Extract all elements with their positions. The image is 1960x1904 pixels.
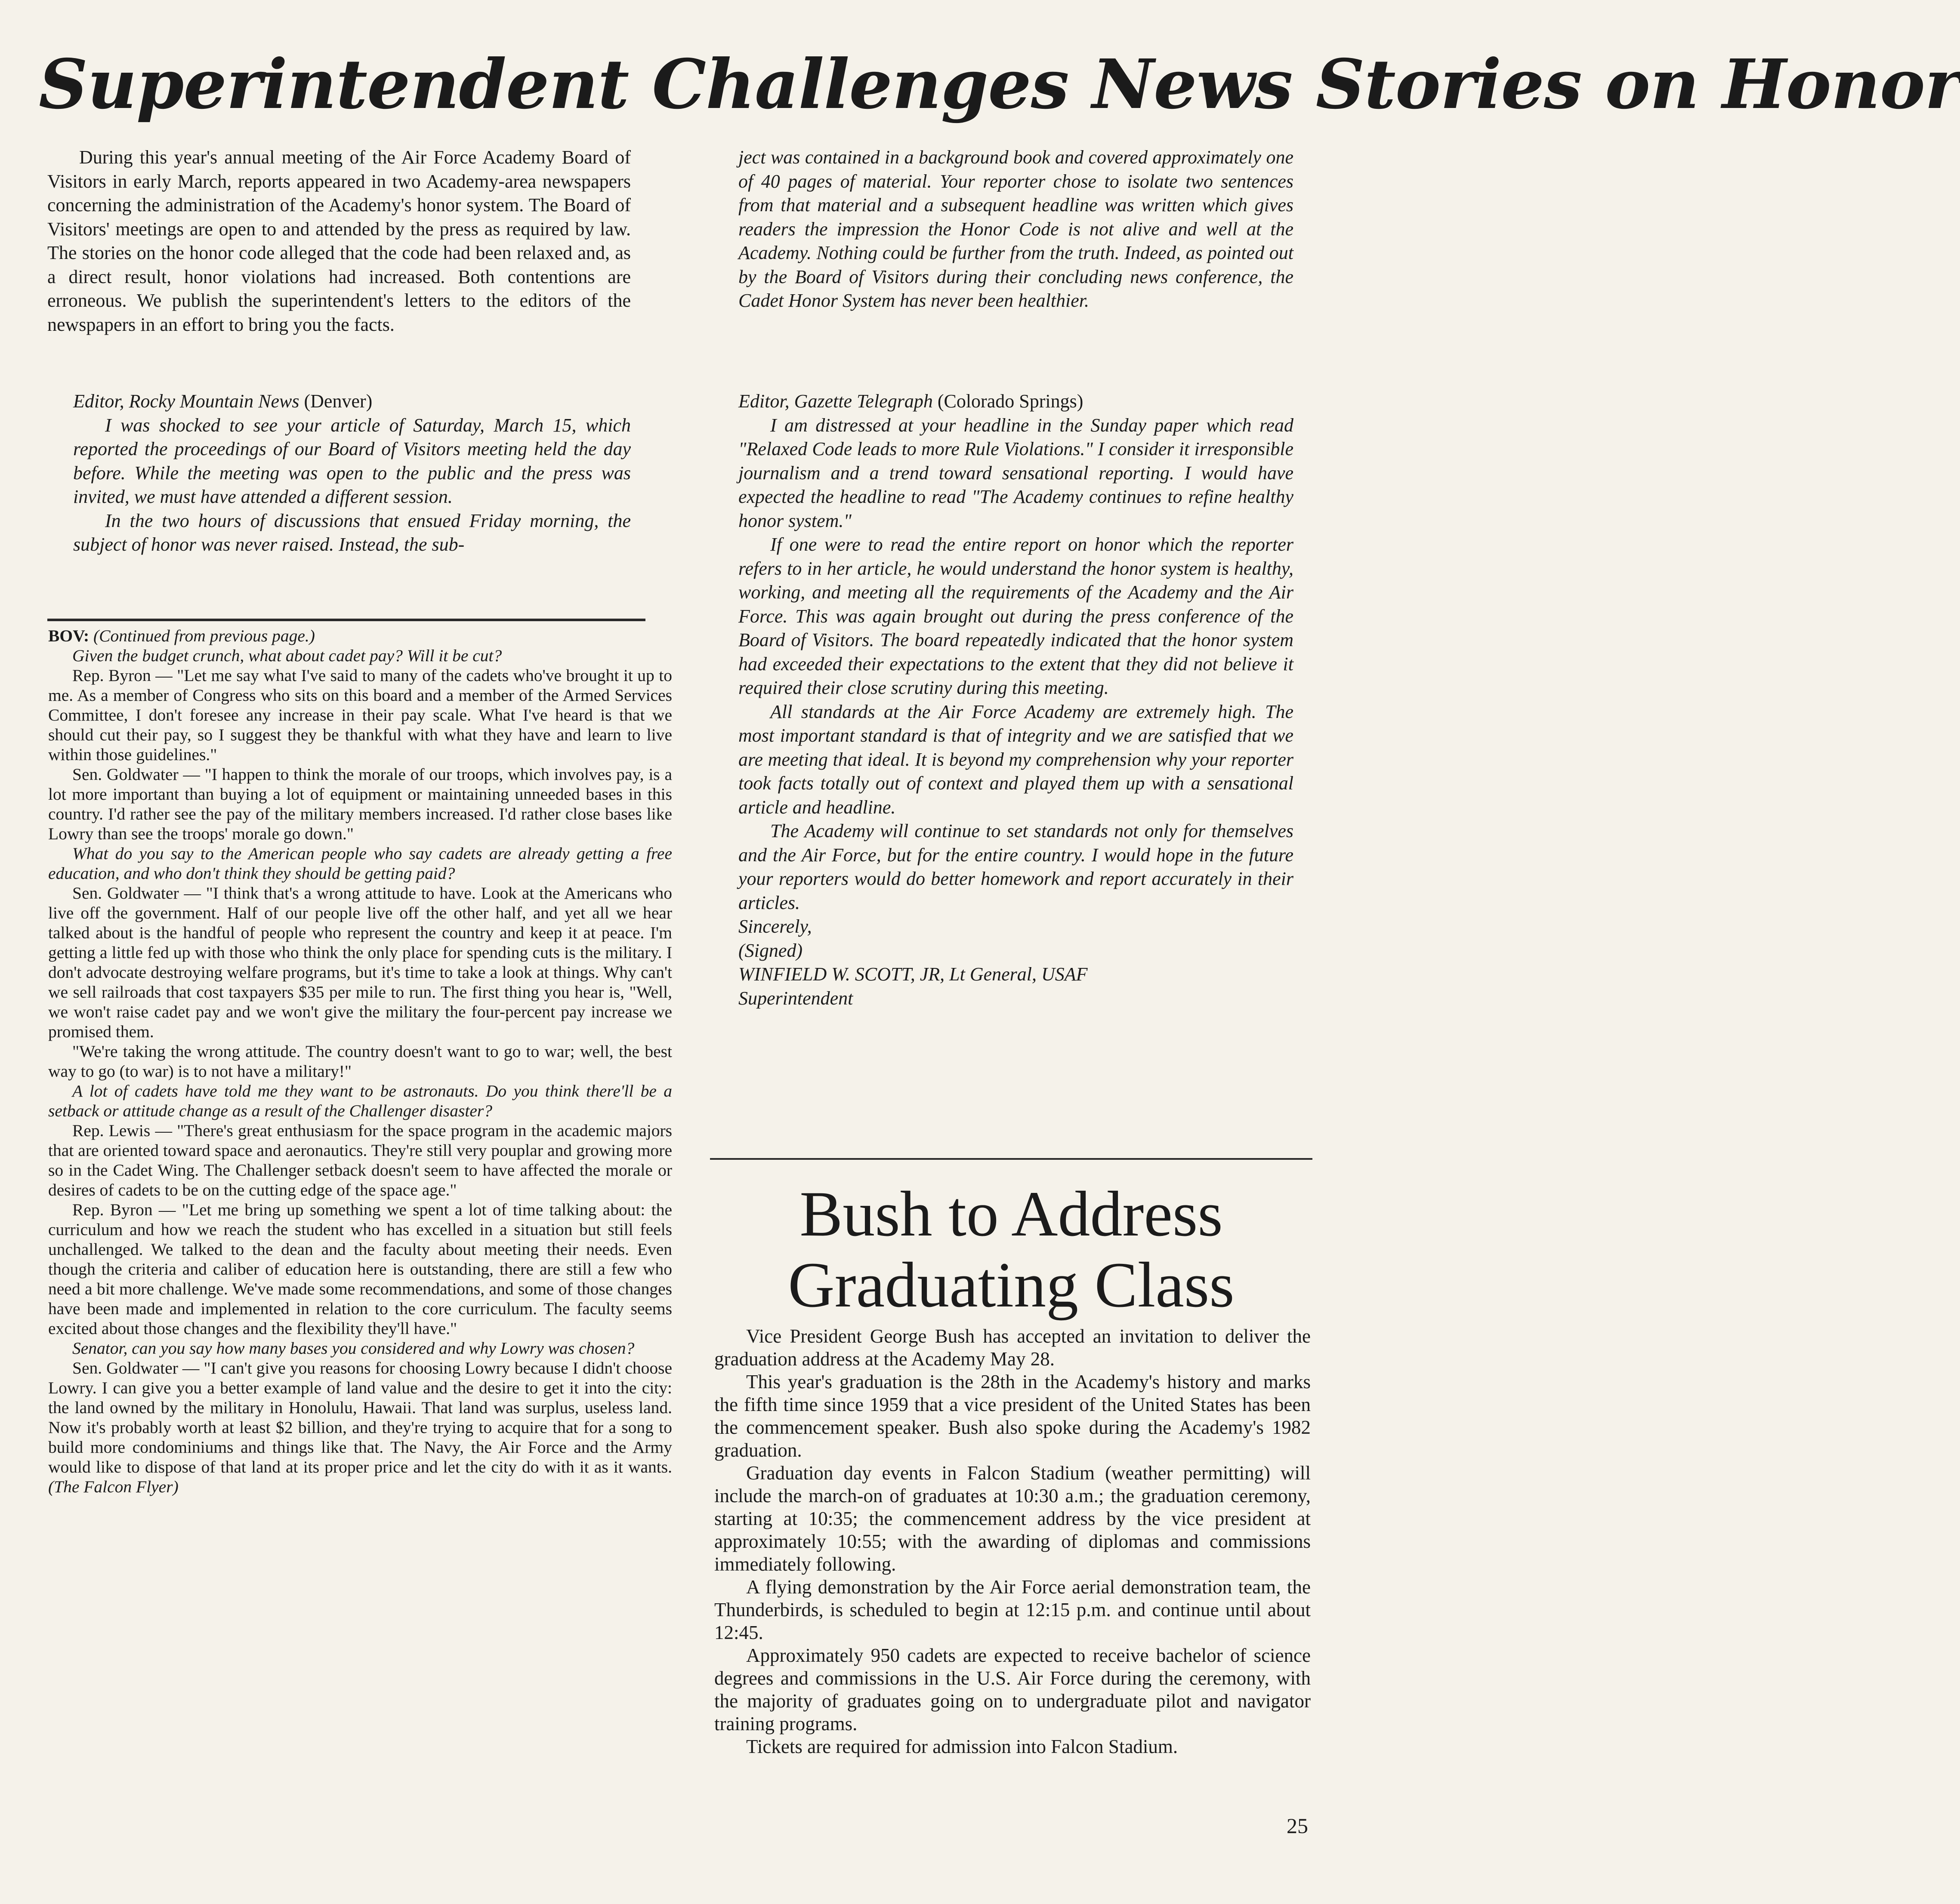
letter2-addressee-prefix: Editor, Gazette Telegraph bbox=[738, 391, 933, 412]
bov-answer: Rep. Lewis — "There's great enthusiasm for the space program in the academic majors that are oriented toward space and aeronautics. They're still very pouplar and growing more so in the Cadet Wing. The Challenger setback doesn't seem to have affected the morale or desires of cadets to be on the cutting edge of the space age." bbox=[48, 1121, 672, 1199]
bov-question: What do you say to the American people who say cadets are already getting a free education, and who don't think they should be getting paid? bbox=[48, 844, 672, 883]
bov-divider bbox=[47, 619, 645, 621]
bov-answer bbox=[48, 1358, 672, 1497]
letter2-addressee bbox=[738, 389, 1293, 413]
bov-answer: Rep. Byron — "Let me say what I've said to many of the cadets who've brought it up to me. As a member of Congress who sits on this board and a member of the Armed Services Committee, I don't foresee any increase in their pay scale. What I've heard is that we should cut their pay, so I suggest they be thankful with what they have and learn to live within those guidelines." bbox=[48, 666, 672, 764]
letter1-addressee bbox=[73, 389, 631, 413]
bov-continued-note: (Continued from previous page.) bbox=[93, 626, 315, 645]
letter1-paragraph: In the two hours of discussions that ensued Friday morning, the subject of honor was never raised. Instead, the sub- bbox=[73, 510, 631, 555]
letter1-addressee-place: (Denver) bbox=[304, 391, 373, 412]
bov-answer: Sen. Goldwater — "I happen to think the morale of our troops, which involves pay, is a lot more important than buying a lot of equipment or maintaining unneeded bases in this country. I'd rather see the pay of the military members increased. I'd rather close bases like Lowry than see the troops' morale go down." bbox=[48, 765, 672, 843]
bush-paragraph: Vice President George Bush has accepted an invitation to deliver the graduation address at the Academy May 28. bbox=[714, 1325, 1311, 1370]
letter2-signatory-title: Superintendent bbox=[738, 987, 853, 1009]
intro-column bbox=[47, 145, 631, 336]
letter2-addressee-place: (Colorado Springs) bbox=[937, 391, 1083, 412]
bush-paragraph: A flying demonstration by the Air Force aerial demonstration team, the Thunderbirds, is scheduled to begin at 12:15 p.m. and continue until about 12:45. bbox=[714, 1576, 1311, 1643]
letter2-paragraph: All standards at the Air Force Academy are extremely high. The most important standard is that of integrity and we are satisfied that we are meeting that ideal. It is beyond my comprehension why your reporter took facts totally out of context and played them up with a sensational article and headline. bbox=[738, 701, 1293, 818]
bov-label: BOV: bbox=[48, 626, 90, 645]
headline: Superintendent Challenges News Stories on Honor bbox=[39, 45, 1960, 124]
bov-answer: Sen. Goldwater — "I think that's a wrong attitude to have. Look at the Americans who live off the government. Half of our people live off the other half, and yet all we hear talked about is the handful of people who represent the country and keep it at peace. I'm getting a little fed up with those who think the only place for spending cuts is the military. I don't advocate destroying welfare programs, but it's time to take a look at things. Why can't we sell railroads that cost taxpayers $35 per mile to run. The first thing you hear is, "Well, we won't raise cadet pay and we won't give the military the four-percent pay increase we promised them. bbox=[48, 884, 672, 1041]
bush-article bbox=[714, 1325, 1311, 1758]
letter2-paragraph: I am distressed at your headline in the Sunday paper which read "Relaxed Code leads to more Rule Violations." I consider it irresponsible journalism and a trend toward sensational reporting. I would have expected the headline to read "The Academy continues to refine healthy honor system." bbox=[738, 414, 1293, 531]
letter-gazette-telegraph bbox=[738, 389, 1293, 1010]
bush-headline bbox=[706, 1179, 1317, 1321]
bov-answer: "We're taking the wrong attitude. The country doesn't want to go to war; well, the best way to go (to war) is to not have a military!" bbox=[48, 1042, 672, 1081]
page-number: 25 bbox=[1287, 1814, 1308, 1838]
bov-question: Given the budget crunch, what about cadet pay? Will it be cut? bbox=[72, 646, 502, 665]
bov-question: A lot of cadets have told me they want to be astronauts. Do you think there'll be a setback or attitude change as a result of the Challenger disaster? bbox=[48, 1081, 672, 1120]
letter1-continuation-text: ject was contained in a background book and covered approximately one of 40 pages of material. Your reporter chose to isolate two sentences from that material and a subsequent headline was written which gives readers the impression the Honor Code is not alive and well at the Academy. Nothing could be further from the truth. Indeed, as pointed out by the Board of Visitors during their concluding news conference, the Cadet Honor System has never been healthier. bbox=[738, 147, 1293, 311]
bov-answer: Rep. Byron — "Let me bring up something we spent a lot of time talking about: the curriculum and how we reach the student who has excelled in a situation but still feels unchallenged. We talked to the dean and the faculty about meeting their needs. Even though the criteria and caliber of education here is outstanding, there are still a few who need a bit more challenge. We've made some recommendations, and some of those changes have been made and implemented in relation to the core curriculum. The faculty seems excited about those changes and the flexibility they'll have." bbox=[48, 1200, 672, 1338]
letter1-addressee-prefix: Editor, Rocky Mountain News bbox=[73, 391, 299, 412]
bush-paragraph: Approximately 950 cadets are expected to receive bachelor of science degrees and commissions in the U.S. Air Force during the ceremony, with the majority of graduates going on to undergraduate pilot and navigator training programs. bbox=[714, 1645, 1311, 1735]
letter2-closing: Sincerely, bbox=[738, 916, 812, 937]
bov-header bbox=[48, 626, 672, 646]
bush-headline-line1: Bush to Address bbox=[799, 1178, 1223, 1250]
bush-paragraph: This year's graduation is the 28th in the Academy's history and marks the fifth time since 1959 that a vice president of the United States has been the commencement speaker. Bush also spoke during the Academy's 1982 graduation. bbox=[714, 1371, 1311, 1461]
bush-paragraph: Graduation day events in Falcon Stadium (weather permitting) will include the march-on of graduates at 10:30 a.m.; the graduation ceremony, starting at 10:35; the commencement address by the vice president at approximately 10:55; with the awarding of diplomas and commissions immediately following. bbox=[714, 1462, 1311, 1575]
bov-source: (The Falcon Flyer) bbox=[48, 1477, 179, 1496]
letter2-paragraph: If one were to read the entire report on honor which the reporter refers to in her article, he would understand the honor system is healthy, working, and meeting all the requirements of the Academy and the Air Force. This was again brought out during the press conference of the Board of Visitors. The board repeatedly indicated that the honor system had exceeded their expectations to the extent that they did not believe it required their close scrutiny during this meeting. bbox=[738, 534, 1293, 698]
bush-headline-line2: Graduating Class bbox=[788, 1249, 1235, 1321]
bov-answer-text: Sen. Goldwater — "I can't give you reasons for choosing Lowry because I didn't choose Lowry. I can give you a better example of land value and the desire to get it into the city: the land owned by the military in Honolulu, Hawaii. That land was surplus, useless land. Now it's probably worth at least $2 billion, and they're trying to acquire that for a song to build more condominiums and things like that. The Navy, the Air Force and the Army would like to dispose of that land at its proper price and let the city do with it as it wants. bbox=[48, 1359, 672, 1476]
bush-divider bbox=[710, 1158, 1312, 1160]
letter2-signed: (Signed) bbox=[738, 940, 803, 961]
intro-paragraph: During this year's annual meeting of the Air Force Academy Board of Visitors in early March, reports appeared in two Academy-area newspapers concerning the administration of the Academy's honor system. The Board of Visitors' meetings are open to and attended by the press as required by law. The stories on the honor code alleged that the code had been relaxed and, as a direct result, honor violations had increased. Both contentions are erroneous. We publish the superintendent's letters to the editors of the newspapers in an effort to bring you the facts. bbox=[47, 147, 631, 335]
letter-rocky-mountain-news bbox=[73, 389, 631, 557]
letter2-signatory-name: WINFIELD W. SCOTT, JR, Lt General, USAF bbox=[738, 964, 1088, 985]
letter1-continuation bbox=[738, 145, 1293, 313]
letter1-paragraph: I was shocked to see your article of Saturday, March 15, which reported the proceedings of our Board of Visitors meeting held the day before. While the meeting was open to the public and the press was invited, we must have attended a different session. bbox=[73, 414, 631, 507]
letter2-paragraph: The Academy will continue to set standards not only for themselves and the Air Force, but for the entire country. I would hope in the future your reporters would do better homework and report accurately in their articles. bbox=[738, 820, 1293, 913]
bush-paragraph: Tickets are required for admission into Falcon Stadium. bbox=[746, 1736, 1178, 1757]
bov-continuation bbox=[48, 626, 672, 1497]
bov-question: Senator, can you say how many bases you considered and why Lowry was chosen? bbox=[72, 1339, 635, 1358]
